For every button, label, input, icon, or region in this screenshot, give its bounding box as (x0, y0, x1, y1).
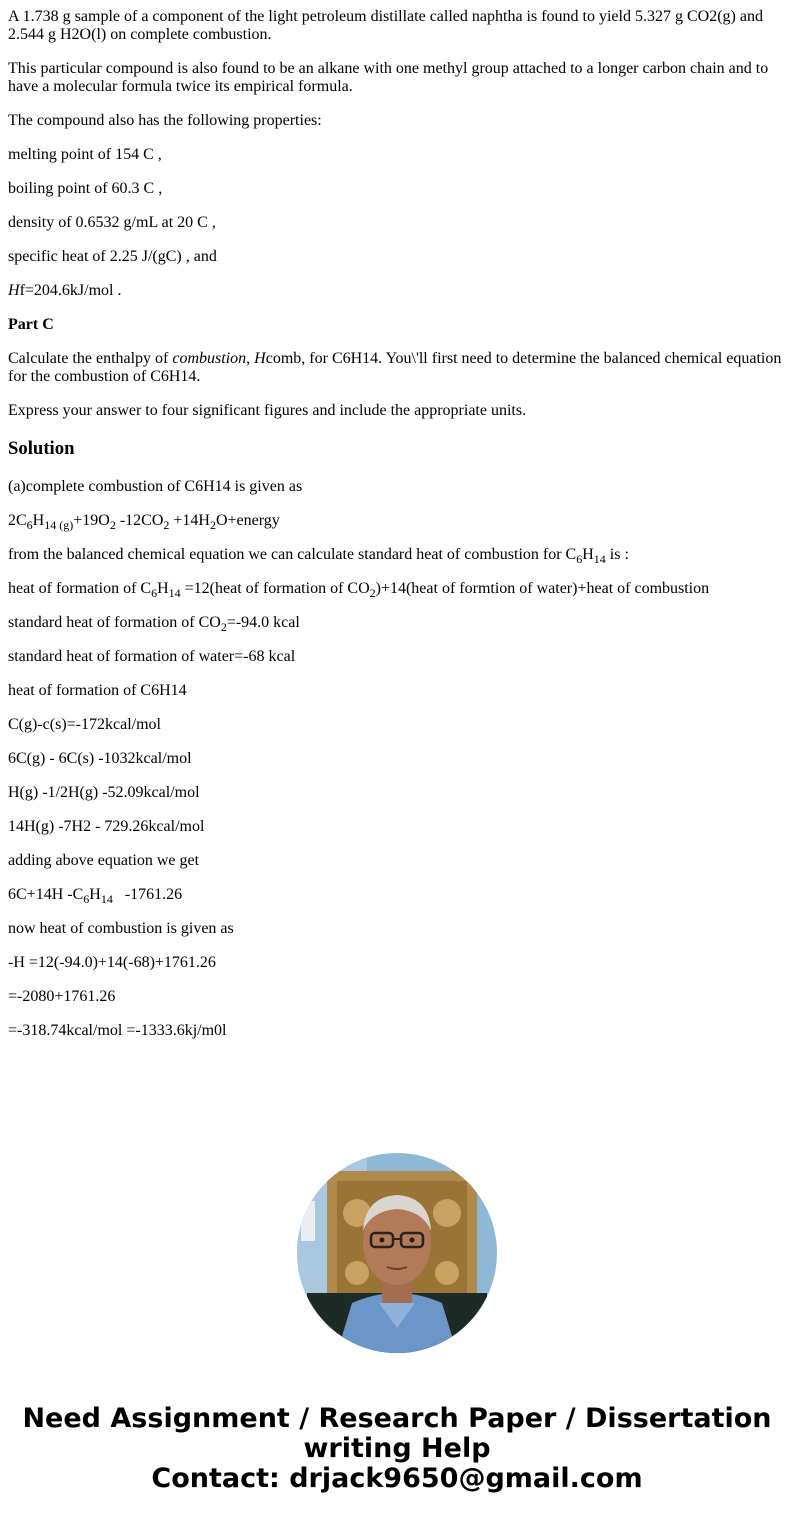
footer-line-2: writing Help (303, 1433, 491, 1464)
step-1: C(g)-c(s)=-172kcal/mol (8, 716, 161, 733)
eq-part: O+energy (215, 512, 280, 529)
melting-point: melting point of 154 C , (8, 146, 162, 163)
text-part: H (157, 580, 169, 597)
text-part: )+14(heat of formtion of water)+heat of combustion (375, 580, 710, 597)
adding-note: adding above equation we get (8, 852, 200, 869)
heat-of-formation-relation (8, 580, 786, 598)
text-part: heat of formation of C (8, 580, 152, 597)
eq-part: 2C (8, 512, 27, 529)
calc-comma: , (246, 350, 255, 367)
text-part: -1761.26 (112, 886, 183, 903)
text-part: =12(heat of formation of CO (180, 580, 370, 597)
eq-sub: 6 (26, 518, 33, 532)
text-part: from the balanced chemical equation we can calculate standard heat of combustion for C (8, 546, 577, 563)
text-part: =-94.0 kcal (226, 614, 300, 631)
eq-part: +14H (169, 512, 210, 529)
step-2: 6C(g) - 6C(s) -1032kcal/mol (8, 750, 192, 767)
footer-promo (0, 1404, 794, 1494)
footer-line-1: Need Assignment / Research Paper / Dissertation (22, 1403, 772, 1434)
footer-contact: Contact: drjack9650@gmail.com (151, 1463, 643, 1494)
text-sub: 2 (220, 620, 227, 634)
calculation-1: -H =12(-94.0)+14(-68)+1761.26 (8, 954, 216, 971)
text-part: 6C+14H -C (8, 886, 84, 903)
question-alkane-info: This particular compound is also found to be an alkane with one methyl group attached to a longer carbon chain and to have a molecular formula twice its empirical formula. (8, 60, 769, 95)
water-heat-of-formation: standard heat of formation of water=-68 kcal (8, 648, 296, 665)
calc-text-1: Calculate the enthalpy of (8, 350, 173, 367)
properties-intro: The compound also has the following properties: (8, 112, 322, 129)
combustion-equation (8, 512, 786, 530)
eq-sub: 2 (109, 518, 116, 532)
text-sub: 14 (168, 586, 181, 600)
solution-heading: Solution (8, 438, 75, 459)
hf-symbol: H (8, 282, 20, 299)
text-sub: 6 (151, 586, 158, 600)
eq-sub: 2 (209, 518, 216, 532)
question-intro: A 1.738 g sample of a component of the light petroleum distillate called naphtha is found to yield 5.327 g CO2(g) and 2.544 g H2O(l) on complete combustion. (8, 8, 763, 43)
text-sub: 2 (369, 586, 376, 600)
step-3: H(g) -1/2H(g) -52.09kcal/mol (8, 784, 200, 801)
heat-of-combustion-note: now heat of combustion is given as (8, 920, 234, 937)
text-part: standard heat of formation of CO (8, 614, 221, 631)
part-title: Part C (8, 316, 54, 333)
text-part: H (582, 546, 594, 563)
balanced-equation-note (8, 546, 786, 564)
calc-instruction (8, 350, 786, 386)
express-instruction: Express your answer to four significant figures and include the appropriate units. (8, 402, 527, 419)
solution-line-a: (a)complete combustion of C6H14 is given as (8, 478, 303, 495)
author-avatar (297, 1153, 497, 1353)
calc-h-italic: H (254, 350, 266, 367)
step-4: 14H(g) -7H2 - 729.26kcal/mol (8, 818, 205, 835)
specific-heat: specific heat of 2.25 J/(gC) , and (8, 248, 217, 265)
text-sub: 6 (576, 552, 583, 566)
calc-text-2: comb, for C6H14. You\'ll first need to determine the balanced chemical equation for the combustion of C6H14. (8, 350, 782, 385)
eq-part: -12CO (115, 512, 164, 529)
calc-combustion-italic: combustion (172, 350, 247, 367)
heat-of-formation (8, 282, 786, 300)
calculation-3: =-318.74kcal/mol =-1333.6kj/m0l (8, 1022, 227, 1039)
density: density of 0.6532 g/mL at 20 C , (8, 214, 216, 231)
author-portrait-image (297, 1153, 497, 1353)
c6h14-heat-of-formation-label: heat of formation of C6H14 (8, 682, 187, 699)
text-part: is : (605, 546, 629, 563)
co2-heat-of-formation (8, 614, 786, 632)
eq-part: H (32, 512, 45, 529)
hf-value: f=204.6kJ/mol . (19, 282, 122, 299)
text-part: H (89, 886, 101, 903)
text-sub: 14 (100, 892, 113, 906)
eq-sub: 2 (163, 518, 170, 532)
calculation-2: =-2080+1761.26 (8, 988, 116, 1005)
sum-equation (8, 886, 786, 904)
text-sub: 14 (593, 552, 606, 566)
boiling-point: boiling point of 60.3 C , (8, 180, 163, 197)
eq-part: +19O (73, 512, 110, 529)
eq-sub: 14 (g) (44, 518, 74, 532)
text-sub: 6 (83, 892, 90, 906)
